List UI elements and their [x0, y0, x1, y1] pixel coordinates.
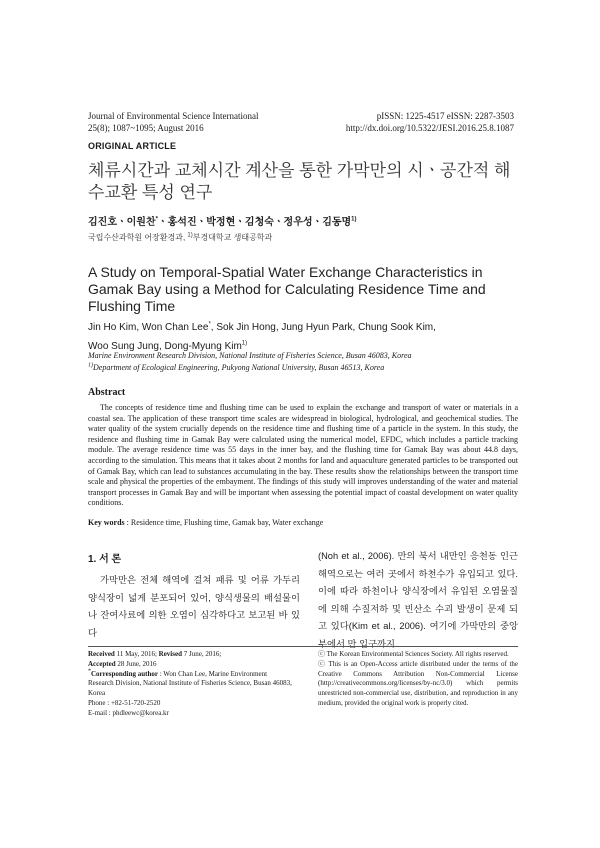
english-authors-3: Woo Sung Jung, Dong-Myung Kim	[88, 341, 242, 352]
korean-affiliation-sup: 1)	[187, 232, 193, 239]
copyright: ⓒ The Korean Environmental Sciences Society. All rights reserved.	[318, 650, 509, 658]
revised-label: Revised	[158, 650, 182, 658]
corresponding-info: : Won Chan Lee, Marine Environment Research Division, National Institute of Fisheries Science, Busan 46083, Korea	[88, 669, 292, 698]
footnote-divider	[88, 646, 518, 647]
journal-header-left	[88, 110, 258, 134]
korean-affiliation-main: 국립수산과학원 어장환경과,	[88, 233, 188, 242]
introduction-right-column: (Noh et al., 2006). 만의 북서 내만인 응천동 인근 해역으로는 여러 곳에서 하천수가 유입되고 있다. 이에 따라 하천이나 양식장에서 유입된 오염물질에 의해 수질저하 및 빈산소 수괴 발생이 문제 되고 있다(Kim et al., 2006). 여기에 가막만의 중앙부에서 만 입구까지	[318, 551, 518, 649]
footnote-right	[318, 650, 518, 709]
korean-authors	[88, 213, 357, 228]
keywords-label: Key words	[88, 518, 125, 527]
corresponding-label: Corresponding author	[91, 669, 158, 678]
korean-title: 체류시간과 교체시간 계산을 통한 가막만의 시ㆍ공간적 해수교환 특성 연구	[88, 161, 511, 202]
doi: http://dx.doi.org/10.5322/JESI.2016.25.8.1087	[345, 123, 514, 133]
accepted-date: 28 June, 2016	[115, 659, 157, 668]
license: ⓒ This is an Open-Access article distributed under the terms of the Creative Commons Attribution Non-Commercial License (http://creativecommons.org/licenses/by-nc/3.0) which permits unrestricted non-commercial use, distribution, and reproduction in any medium, provided the original work is properly cited.	[318, 659, 518, 707]
received-label: Received	[88, 650, 115, 658]
accepted-label: Accepted	[88, 659, 116, 668]
keywords-list: : Residence time, Flushing time, Gamak bay, Water exchange	[124, 518, 324, 527]
abstract-body: The concepts of residence time and flushing time can be used to explain the exchange and transport of water or materials in a coastal sea. The application of these transport time scales are widespread in biological, hydrological, and geochemical studies. The water quality of the system crucially depends on the residence time and flushing time of a particle in the system. In this study, the residence and flushing time in Gamak Bay were calculated using the numerical model, EFDC, which includes a particle tracking module. The average residence time was 55 days in the inner bay, and the flushing time for Gamak Bay was about 44.8 days, according to the simulation. This means that it takes about 2 months for land and aquaculture generated particles to be transported out of Gamak Bay, which can lead to substances accumulating in the bay. These results show the relationships between the transport time scale and physical the properties of the embayment. The findings of this study will improves understanding of the water and material transport processes in Gamak Bay and will be important when assessing the potential impact of coastal development on water quality conditions.	[88, 403, 518, 508]
corresponding-star: *	[88, 668, 91, 675]
english-authors-3-sup: 1)	[241, 340, 248, 347]
revised-date: 7 June, 2016;	[181, 650, 222, 658]
english-authors-line-1	[88, 318, 518, 337]
korean-authors-star: *	[155, 216, 158, 223]
corresponding-author	[88, 670, 293, 699]
accepted-line	[88, 660, 293, 670]
issn: pISSN: 1225-4517 eISSN: 2287-3503	[376, 111, 514, 121]
volume-info: 25(8); 1087~1095; August 2016	[88, 123, 204, 133]
journal-name: Journal of Environmental Science International	[88, 111, 259, 121]
english-affiliation-2-sup: 1)	[88, 362, 93, 369]
english-authors-1-sup: *	[208, 321, 211, 328]
english-authors-1: Jin Ho Kim, Won Chan Lee	[88, 322, 209, 333]
korean-authors-rest: ㆍ홍석진ㆍ박정현ㆍ김청숙ㆍ정우성ㆍ김동명	[157, 217, 352, 228]
english-affiliations	[88, 350, 528, 374]
received-line	[88, 650, 293, 660]
abstract-heading: Abstract	[88, 387, 126, 398]
journal-header-right	[346, 110, 514, 134]
section-heading-introduction: 1. 서 론	[88, 554, 122, 565]
english-title: A Study on Temporal-Spatial Water Exchange Characteristics in Gamak Bay using a Method for Calculating Residence Time and Flushing Time	[88, 264, 486, 314]
received-date: 11 May, 2016;	[114, 650, 159, 658]
footnote-left	[88, 650, 293, 719]
korean-affiliation	[88, 232, 272, 243]
english-affiliation-1: Marine Environment Research Division, National Institute of Fisheries Science, Busan 46083, Korea	[88, 351, 412, 360]
introduction-left-column: 가막만은 전체 해역에 걸쳐 패류 및 어류 가두리 양식장이 넓게 분포되어 있어, 양식생물의 배설물이나 잔여사료에 의한 오염이 심각하다고 보고된 바 있다	[88, 575, 300, 638]
english-authors-2: , Sok Jin Hong, Jung Hyun Park, Chung Sook Kim,	[210, 322, 436, 333]
korean-affiliation-rest: 부경대학교 생태공학과	[192, 233, 273, 242]
korean-authors-main: 김진호ㆍ이원찬	[88, 217, 156, 228]
english-affiliation-2: Department of Ecological Engineering, Pukyong National University, Busan 46513, Korea	[93, 363, 385, 372]
article-type: ORIGINAL ARTICLE	[88, 141, 177, 151]
email: E-mail : phdleewc@korea.kr	[88, 708, 169, 717]
english-affiliation-2-line	[88, 362, 528, 374]
korean-authors-sup: 1)	[351, 216, 357, 223]
keywords	[88, 518, 323, 527]
phone: Phone : +82-51-720-2520	[88, 698, 161, 707]
